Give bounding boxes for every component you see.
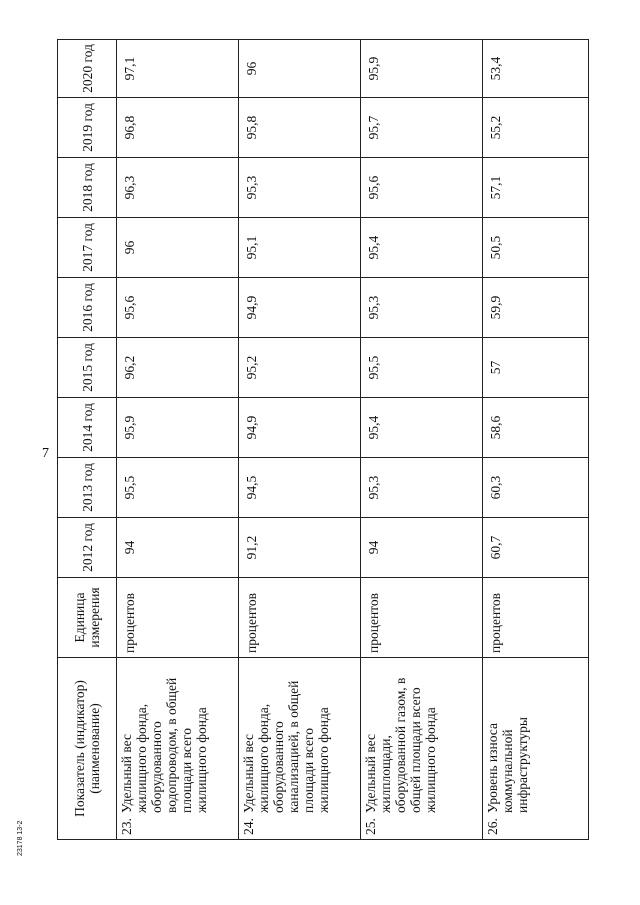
header-year: 2014 год: [58, 398, 117, 458]
value-cell: 94,5: [239, 458, 361, 518]
value-cell: 91,2: [239, 518, 361, 578]
row-number: 24.: [241, 818, 256, 835]
unit-cell: процентов: [483, 578, 589, 658]
header-year: 2017 год: [58, 218, 117, 278]
table-row: [117, 40, 239, 840]
value-cell: 96,2: [117, 338, 239, 398]
value-cell: 95,7: [361, 98, 483, 158]
indicator-cell: [361, 658, 483, 840]
value-cell: 96,3: [117, 158, 239, 218]
unit-cell: процентов: [117, 578, 239, 658]
document-code: 23178 13-2: [17, 820, 24, 856]
value-cell: 53,4: [483, 40, 589, 98]
value-cell: 95,1: [239, 218, 361, 278]
table-row: [483, 40, 589, 840]
value-cell: 96: [117, 218, 239, 278]
row-number: 25.: [363, 818, 378, 835]
value-cell: 95,9: [361, 40, 483, 98]
value-cell: 50,5: [483, 218, 589, 278]
value-cell: 95,2: [239, 338, 361, 398]
header-indicator: Показатель (индикатор) (наименование): [58, 658, 117, 840]
header-year: 2020 год: [58, 40, 117, 98]
indicator-name: Удельный вес жилищного фонда, оборудованного водопроводом, в общей площади всего жилищного фонда: [119, 677, 209, 813]
value-cell: 96: [239, 40, 361, 98]
header-year: 2019 год: [58, 98, 117, 158]
unit-cell: процентов: [361, 578, 483, 658]
indicator-name: Уровень износа коммунальной инфраструктуры: [485, 717, 530, 813]
value-cell: 60,7: [483, 518, 589, 578]
value-cell: 57,1: [483, 158, 589, 218]
header-unit: Единица измерения: [58, 578, 117, 658]
value-cell: 95,3: [239, 158, 361, 218]
header-year: 2013 год: [58, 458, 117, 518]
indicator-cell: [239, 658, 361, 840]
value-cell: 57: [483, 338, 589, 398]
value-cell: 95,5: [361, 338, 483, 398]
value-cell: 55,2: [483, 98, 589, 158]
header-year: 2015 год: [58, 338, 117, 398]
page-number: 7: [42, 446, 49, 461]
value-cell: 59,9: [483, 278, 589, 338]
header-year: 2012 год: [58, 518, 117, 578]
indicator-name: Удельный вес жилищного фонда, оборудованного канализацией, в общей площади всего жилищного фонда: [241, 680, 331, 813]
value-cell: 95,5: [117, 458, 239, 518]
value-cell: 94: [117, 518, 239, 578]
header-year: 2018 год: [58, 158, 117, 218]
value-cell: 95,3: [361, 278, 483, 338]
value-cell: 94,9: [239, 398, 361, 458]
value-cell: 94: [361, 518, 483, 578]
indicator-cell: [483, 658, 589, 840]
value-cell: 95,4: [361, 218, 483, 278]
header-year: 2016 год: [58, 278, 117, 338]
value-cell: 95,3: [361, 458, 483, 518]
rotated-table-sheet: [57, 40, 607, 840]
value-cell: 58,6: [483, 398, 589, 458]
value-cell: 97,1: [117, 40, 239, 98]
indicator-cell: [117, 658, 239, 840]
value-cell: 95,8: [239, 98, 361, 158]
value-cell: 95,4: [361, 398, 483, 458]
row-number: 23.: [119, 818, 134, 835]
table-row: [361, 40, 483, 840]
unit-cell: процентов: [239, 578, 361, 658]
value-cell: 94,9: [239, 278, 361, 338]
value-cell: 95,9: [117, 398, 239, 458]
value-cell: 60,3: [483, 458, 589, 518]
table-row: [239, 40, 361, 840]
indicator-name: Удельный вес жилплощади, оборудованной газом, в общей площади всего жилищного фонда: [363, 677, 438, 813]
value-cell: 96,8: [117, 98, 239, 158]
table-header-row: [58, 40, 117, 840]
row-number: 26.: [485, 818, 500, 835]
indicators-table: [57, 39, 589, 840]
value-cell: 95,6: [361, 158, 483, 218]
value-cell: 95,6: [117, 278, 239, 338]
